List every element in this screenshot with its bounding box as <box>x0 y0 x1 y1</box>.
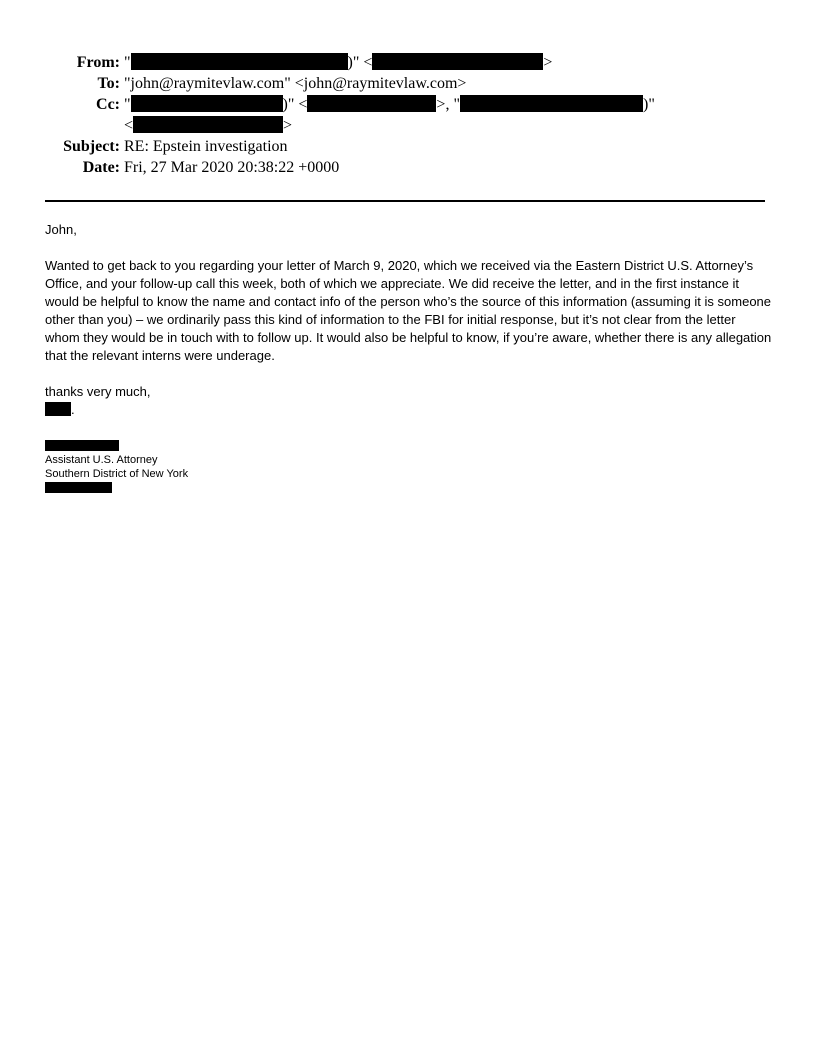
redaction-box <box>133 116 283 133</box>
greeting: John, <box>45 222 77 237</box>
redaction-box <box>131 95 283 112</box>
header-divider <box>45 200 765 202</box>
redaction-box <box>372 53 543 70</box>
initials-period: . <box>71 402 75 417</box>
email-body <box>45 221 773 419</box>
cc-value-continued <box>124 115 292 136</box>
redaction-box <box>131 53 348 70</box>
email-header <box>0 52 816 178</box>
from-label: From: <box>76 54 120 71</box>
to-label: To: <box>97 75 120 92</box>
redaction-box <box>460 95 643 112</box>
signature-block <box>45 439 188 495</box>
redaction-box <box>307 95 436 112</box>
cc-row-continued <box>0 115 816 136</box>
from-close: > <box>543 54 553 71</box>
closing: thanks very much, <box>45 384 151 399</box>
cc-label: Cc: <box>96 96 120 113</box>
to-value: "john@raymitevlaw.com" <john@raymitevlaw.com> <box>124 75 467 92</box>
from-value <box>124 52 552 73</box>
cc-mid-2: >, " <box>436 96 460 113</box>
signature-name-line <box>45 439 188 453</box>
redaction-box <box>45 482 112 493</box>
subject-label: Subject: <box>63 138 120 155</box>
cc-line2-close: > <box>283 117 293 134</box>
from-quote-open: " <box>124 54 131 71</box>
sender-initials-line <box>45 401 773 419</box>
redaction-box <box>45 402 71 416</box>
signature-title: Assistant U.S. Attorney <box>45 454 158 466</box>
redaction-box <box>45 440 119 451</box>
cc-value <box>124 94 655 115</box>
to-row <box>0 73 816 94</box>
cc-close-1: )" <box>642 96 655 113</box>
date-label: Date: <box>82 159 120 176</box>
date-value: Fri, 27 Mar 2020 20:38:22 +0000 <box>124 159 340 176</box>
from-mid: )" < <box>347 54 373 71</box>
subject-value: RE: Epstein investigation <box>124 138 288 155</box>
cc-row <box>0 94 816 115</box>
cc-quote-open: " <box>124 96 131 113</box>
signature-contact-line <box>45 481 188 495</box>
signature-office: Southern District of New York <box>45 468 189 480</box>
date-row <box>0 157 816 178</box>
subject-row <box>0 136 816 157</box>
cc-line2-open: < <box>124 117 134 134</box>
cc-mid-1: )" < <box>282 96 308 113</box>
from-row <box>0 52 816 73</box>
body-paragraph: Wanted to get back to you regarding your letter of March 9, 2020, which we received via the Eastern District U.S. Attorney’s Office, and your follow-up call this week, both of which we appreciate. We did receive the letter, and in the first instance it would be helpful to know the name and contact info of the person who’s the source of this information (assuming it is someone other than you) – we ordinarily pass this kind of information to the FBI for initial response, but it’s not clear from the letter whom they would be in touch with to follow up. It would also be helpful to know, if you’re aware, whether there is any allegation that the relevant interns were underage. <box>45 258 772 363</box>
